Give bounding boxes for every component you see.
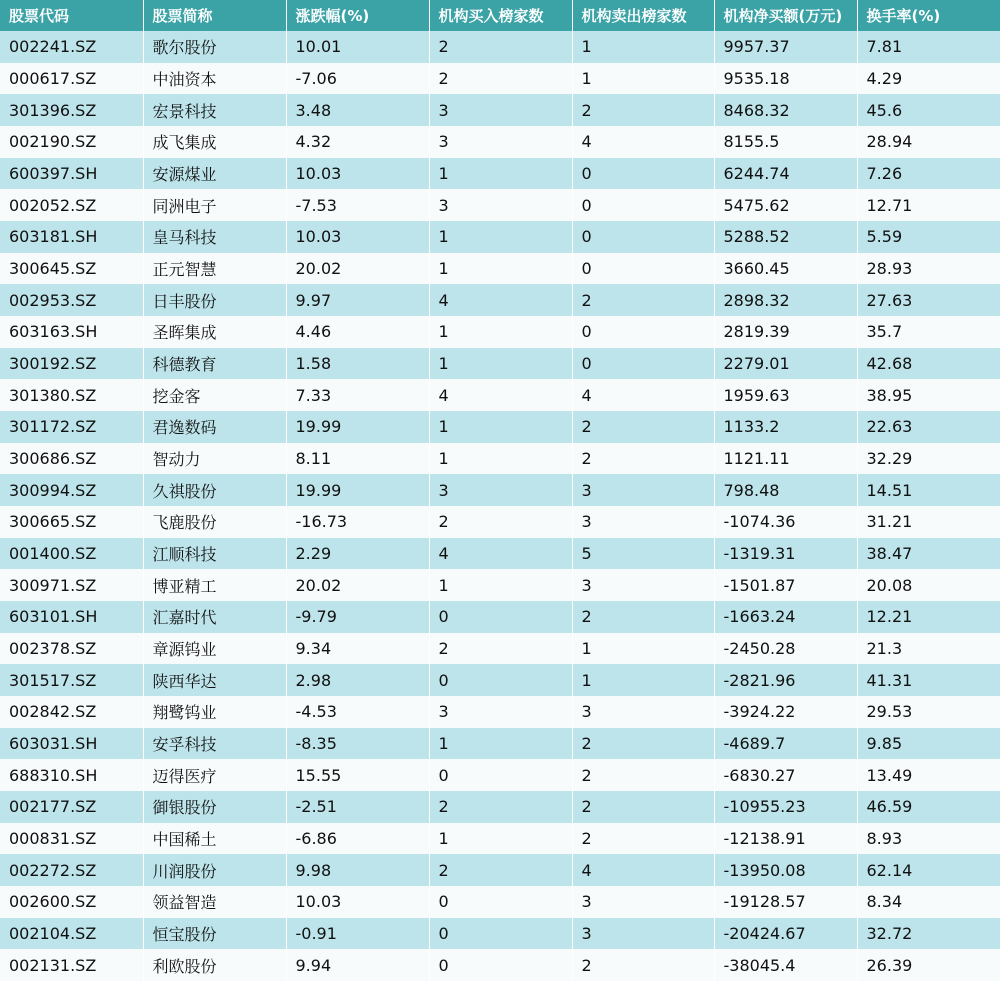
cell-change-pct: 15.55 bbox=[286, 759, 429, 791]
cell-stock-name: 博亚精工 bbox=[143, 569, 286, 601]
cell-inst-buy-count: 3 bbox=[429, 189, 572, 221]
cell-inst-buy-count: 1 bbox=[429, 316, 572, 348]
cell-inst-net-buy: 6244.74 bbox=[714, 158, 857, 190]
cell-inst-net-buy: -12138.91 bbox=[714, 823, 857, 855]
table-row[interactable] bbox=[0, 189, 1000, 221]
cell-inst-net-buy: 1121.11 bbox=[714, 443, 857, 475]
cell-stock-code: 002177.SZ bbox=[0, 791, 143, 823]
cell-inst-buy-count: 1 bbox=[429, 221, 572, 253]
table-row[interactable] bbox=[0, 918, 1000, 950]
cell-stock-code: 300686.SZ bbox=[0, 443, 143, 475]
table-row[interactable] bbox=[0, 253, 1000, 285]
header-change-pct[interactable]: 涨跌幅(%) bbox=[286, 0, 429, 31]
cell-change-pct: -16.73 bbox=[286, 506, 429, 538]
cell-inst-buy-count: 1 bbox=[429, 348, 572, 380]
cell-change-pct: 19.99 bbox=[286, 411, 429, 443]
cell-stock-name: 恒宝股份 bbox=[143, 918, 286, 950]
table-row[interactable] bbox=[0, 221, 1000, 253]
header-inst-buy-count[interactable]: 机构买入榜家数 bbox=[429, 0, 572, 31]
cell-inst-net-buy: -20424.67 bbox=[714, 918, 857, 950]
cell-inst-net-buy: 1959.63 bbox=[714, 379, 857, 411]
cell-stock-code: 603181.SH bbox=[0, 221, 143, 253]
cell-inst-net-buy: -1074.36 bbox=[714, 506, 857, 538]
table-row[interactable] bbox=[0, 31, 1000, 63]
cell-turnover-rate: 31.21 bbox=[857, 506, 1000, 538]
header-stock-code[interactable]: 股票代码 bbox=[0, 0, 143, 31]
cell-change-pct: -2.51 bbox=[286, 791, 429, 823]
cell-change-pct: 9.97 bbox=[286, 284, 429, 316]
cell-inst-sell-count: 2 bbox=[572, 791, 714, 823]
cell-turnover-rate: 38.47 bbox=[857, 538, 1000, 570]
cell-stock-code: 002104.SZ bbox=[0, 918, 143, 950]
cell-change-pct: -9.79 bbox=[286, 601, 429, 633]
cell-inst-net-buy: -19128.57 bbox=[714, 886, 857, 918]
cell-inst-net-buy: 798.48 bbox=[714, 474, 857, 506]
cell-stock-name: 正元智慧 bbox=[143, 253, 286, 285]
header-turnover-rate[interactable]: 换手率(%) bbox=[857, 0, 1000, 31]
cell-inst-sell-count: 5 bbox=[572, 538, 714, 570]
cell-change-pct: 4.32 bbox=[286, 126, 429, 158]
cell-stock-code: 001400.SZ bbox=[0, 538, 143, 570]
table-row[interactable] bbox=[0, 284, 1000, 316]
cell-change-pct: 19.99 bbox=[286, 474, 429, 506]
cell-inst-net-buy: -13950.08 bbox=[714, 854, 857, 886]
cell-change-pct: -4.53 bbox=[286, 696, 429, 728]
cell-change-pct: 2.29 bbox=[286, 538, 429, 570]
cell-inst-buy-count: 3 bbox=[429, 94, 572, 126]
cell-change-pct: -0.91 bbox=[286, 918, 429, 950]
cell-turnover-rate: 26.39 bbox=[857, 949, 1000, 981]
cell-inst-net-buy: 2279.01 bbox=[714, 348, 857, 380]
cell-change-pct: 8.11 bbox=[286, 443, 429, 475]
cell-stock-name: 陕西华达 bbox=[143, 664, 286, 696]
cell-stock-code: 300665.SZ bbox=[0, 506, 143, 538]
cell-stock-code: 002190.SZ bbox=[0, 126, 143, 158]
cell-stock-code: 002052.SZ bbox=[0, 189, 143, 221]
cell-inst-buy-count: 4 bbox=[429, 538, 572, 570]
cell-turnover-rate: 28.93 bbox=[857, 253, 1000, 285]
table-body bbox=[0, 31, 1000, 981]
cell-inst-sell-count: 1 bbox=[572, 664, 714, 696]
cell-inst-net-buy: -1501.87 bbox=[714, 569, 857, 601]
cell-stock-code: 300971.SZ bbox=[0, 569, 143, 601]
cell-change-pct: -8.35 bbox=[286, 728, 429, 760]
cell-turnover-rate: 14.51 bbox=[857, 474, 1000, 506]
cell-stock-code: 301517.SZ bbox=[0, 664, 143, 696]
cell-turnover-rate: 42.68 bbox=[857, 348, 1000, 380]
table-row[interactable] bbox=[0, 158, 1000, 190]
cell-inst-net-buy: 1133.2 bbox=[714, 411, 857, 443]
table-row[interactable] bbox=[0, 823, 1000, 855]
cell-stock-name: 利欧股份 bbox=[143, 949, 286, 981]
cell-change-pct: 1.58 bbox=[286, 348, 429, 380]
cell-turnover-rate: 4.29 bbox=[857, 63, 1000, 95]
table-header bbox=[0, 0, 1000, 31]
table-row[interactable] bbox=[0, 696, 1000, 728]
cell-inst-buy-count: 2 bbox=[429, 31, 572, 63]
cell-inst-buy-count: 0 bbox=[429, 918, 572, 950]
cell-inst-sell-count: 2 bbox=[572, 601, 714, 633]
cell-stock-code: 002241.SZ bbox=[0, 31, 143, 63]
table-row[interactable] bbox=[0, 569, 1000, 601]
cell-inst-net-buy: -38045.4 bbox=[714, 949, 857, 981]
cell-inst-sell-count: 4 bbox=[572, 379, 714, 411]
cell-change-pct: 20.02 bbox=[286, 253, 429, 285]
cell-turnover-rate: 46.59 bbox=[857, 791, 1000, 823]
cell-inst-sell-count: 3 bbox=[572, 569, 714, 601]
cell-stock-name: 中国稀土 bbox=[143, 823, 286, 855]
cell-inst-net-buy: -1319.31 bbox=[714, 538, 857, 570]
cell-change-pct: 10.03 bbox=[286, 886, 429, 918]
cell-inst-buy-count: 1 bbox=[429, 443, 572, 475]
cell-inst-net-buy: -10955.23 bbox=[714, 791, 857, 823]
cell-stock-name: 久祺股份 bbox=[143, 474, 286, 506]
cell-inst-sell-count: 2 bbox=[572, 284, 714, 316]
cell-inst-net-buy: 2819.39 bbox=[714, 316, 857, 348]
cell-change-pct: 10.03 bbox=[286, 221, 429, 253]
cell-inst-sell-count: 4 bbox=[572, 854, 714, 886]
cell-turnover-rate: 62.14 bbox=[857, 854, 1000, 886]
cell-inst-buy-count: 2 bbox=[429, 633, 572, 665]
cell-inst-sell-count: 3 bbox=[572, 474, 714, 506]
cell-stock-name: 安孚科技 bbox=[143, 728, 286, 760]
cell-inst-sell-count: 0 bbox=[572, 158, 714, 190]
cell-turnover-rate: 22.63 bbox=[857, 411, 1000, 443]
cell-inst-net-buy: -2450.28 bbox=[714, 633, 857, 665]
cell-change-pct: 9.94 bbox=[286, 949, 429, 981]
cell-stock-code: 603163.SH bbox=[0, 316, 143, 348]
table-row[interactable] bbox=[0, 474, 1000, 506]
table-row[interactable] bbox=[0, 348, 1000, 380]
cell-inst-buy-count: 1 bbox=[429, 253, 572, 285]
cell-inst-buy-count: 0 bbox=[429, 949, 572, 981]
cell-change-pct: 3.48 bbox=[286, 94, 429, 126]
table-row[interactable] bbox=[0, 379, 1000, 411]
cell-change-pct: 2.98 bbox=[286, 664, 429, 696]
cell-stock-name: 挖金客 bbox=[143, 379, 286, 411]
cell-inst-buy-count: 3 bbox=[429, 126, 572, 158]
cell-change-pct: 20.02 bbox=[286, 569, 429, 601]
cell-stock-name: 领益智造 bbox=[143, 886, 286, 918]
cell-inst-net-buy: 8155.5 bbox=[714, 126, 857, 158]
cell-stock-name: 圣晖集成 bbox=[143, 316, 286, 348]
cell-change-pct: 9.98 bbox=[286, 854, 429, 886]
cell-change-pct: 9.34 bbox=[286, 633, 429, 665]
cell-stock-name: 安源煤业 bbox=[143, 158, 286, 190]
cell-inst-net-buy: 5475.62 bbox=[714, 189, 857, 221]
cell-turnover-rate: 20.08 bbox=[857, 569, 1000, 601]
cell-inst-net-buy: -1663.24 bbox=[714, 601, 857, 633]
cell-inst-sell-count: 0 bbox=[572, 221, 714, 253]
table-row[interactable] bbox=[0, 94, 1000, 126]
cell-turnover-rate: 5.59 bbox=[857, 221, 1000, 253]
cell-inst-sell-count: 3 bbox=[572, 886, 714, 918]
cell-inst-buy-count: 2 bbox=[429, 791, 572, 823]
cell-stock-code: 603101.SH bbox=[0, 601, 143, 633]
cell-inst-sell-count: 2 bbox=[572, 94, 714, 126]
table-row[interactable] bbox=[0, 411, 1000, 443]
table-row[interactable] bbox=[0, 126, 1000, 158]
cell-stock-code: 300192.SZ bbox=[0, 348, 143, 380]
cell-stock-name: 飞鹿股份 bbox=[143, 506, 286, 538]
table-row[interactable] bbox=[0, 728, 1000, 760]
cell-inst-buy-count: 0 bbox=[429, 759, 572, 791]
cell-turnover-rate: 9.85 bbox=[857, 728, 1000, 760]
cell-inst-buy-count: 1 bbox=[429, 411, 572, 443]
cell-turnover-rate: 28.94 bbox=[857, 126, 1000, 158]
cell-change-pct: 7.33 bbox=[286, 379, 429, 411]
cell-turnover-rate: 27.63 bbox=[857, 284, 1000, 316]
cell-inst-sell-count: 3 bbox=[572, 696, 714, 728]
cell-turnover-rate: 8.93 bbox=[857, 823, 1000, 855]
cell-inst-buy-count: 0 bbox=[429, 601, 572, 633]
cell-stock-code: 301380.SZ bbox=[0, 379, 143, 411]
cell-turnover-rate: 13.49 bbox=[857, 759, 1000, 791]
cell-inst-sell-count: 1 bbox=[572, 633, 714, 665]
table-row[interactable] bbox=[0, 633, 1000, 665]
cell-turnover-rate: 8.34 bbox=[857, 886, 1000, 918]
cell-stock-name: 川润股份 bbox=[143, 854, 286, 886]
table-row[interactable] bbox=[0, 506, 1000, 538]
cell-inst-net-buy: -4689.7 bbox=[714, 728, 857, 760]
table-row[interactable] bbox=[0, 443, 1000, 475]
cell-inst-sell-count: 2 bbox=[572, 949, 714, 981]
cell-inst-net-buy: 9957.37 bbox=[714, 31, 857, 63]
table-row[interactable] bbox=[0, 949, 1000, 981]
cell-inst-sell-count: 1 bbox=[572, 31, 714, 63]
cell-stock-code: 002378.SZ bbox=[0, 633, 143, 665]
cell-inst-net-buy: 9535.18 bbox=[714, 63, 857, 95]
cell-change-pct: -7.53 bbox=[286, 189, 429, 221]
cell-stock-name: 章源钨业 bbox=[143, 633, 286, 665]
table-row[interactable] bbox=[0, 791, 1000, 823]
cell-stock-name: 歌尔股份 bbox=[143, 31, 286, 63]
cell-stock-code: 002842.SZ bbox=[0, 696, 143, 728]
table-row[interactable] bbox=[0, 854, 1000, 886]
cell-inst-buy-count: 2 bbox=[429, 506, 572, 538]
header-inst-net-buy[interactable]: 机构净买额(万元) bbox=[714, 0, 857, 31]
cell-inst-sell-count: 0 bbox=[572, 189, 714, 221]
cell-turnover-rate: 29.53 bbox=[857, 696, 1000, 728]
header-inst-sell-count[interactable]: 机构卖出榜家数 bbox=[572, 0, 714, 31]
cell-turnover-rate: 32.29 bbox=[857, 443, 1000, 475]
cell-inst-sell-count: 2 bbox=[572, 443, 714, 475]
cell-inst-net-buy: -6830.27 bbox=[714, 759, 857, 791]
cell-stock-name: 日丰股份 bbox=[143, 284, 286, 316]
cell-inst-sell-count: 4 bbox=[572, 126, 714, 158]
table-row[interactable] bbox=[0, 601, 1000, 633]
cell-change-pct: 4.46 bbox=[286, 316, 429, 348]
table-row[interactable] bbox=[0, 63, 1000, 95]
table-row[interactable] bbox=[0, 759, 1000, 791]
cell-stock-name: 皇马科技 bbox=[143, 221, 286, 253]
cell-inst-net-buy: 3660.45 bbox=[714, 253, 857, 285]
cell-inst-sell-count: 2 bbox=[572, 411, 714, 443]
cell-stock-code: 301172.SZ bbox=[0, 411, 143, 443]
cell-stock-name: 江顺科技 bbox=[143, 538, 286, 570]
cell-inst-sell-count: 2 bbox=[572, 728, 714, 760]
cell-inst-buy-count: 3 bbox=[429, 696, 572, 728]
cell-stock-code: 301396.SZ bbox=[0, 94, 143, 126]
cell-stock-name: 迈得医疗 bbox=[143, 759, 286, 791]
cell-inst-buy-count: 1 bbox=[429, 823, 572, 855]
cell-stock-code: 000617.SZ bbox=[0, 63, 143, 95]
cell-change-pct: 10.01 bbox=[286, 31, 429, 63]
cell-turnover-rate: 38.95 bbox=[857, 379, 1000, 411]
cell-stock-name: 翔鹭钨业 bbox=[143, 696, 286, 728]
cell-inst-buy-count: 2 bbox=[429, 854, 572, 886]
cell-stock-name: 汇嘉时代 bbox=[143, 601, 286, 633]
cell-stock-name: 中油资本 bbox=[143, 63, 286, 95]
cell-turnover-rate: 45.6 bbox=[857, 94, 1000, 126]
table-row[interactable] bbox=[0, 316, 1000, 348]
header-stock-name[interactable]: 股票简称 bbox=[143, 0, 286, 31]
cell-turnover-rate: 32.72 bbox=[857, 918, 1000, 950]
cell-stock-name: 成飞集成 bbox=[143, 126, 286, 158]
cell-inst-buy-count: 1 bbox=[429, 728, 572, 760]
cell-change-pct: -7.06 bbox=[286, 63, 429, 95]
table-row[interactable] bbox=[0, 664, 1000, 696]
cell-stock-code: 002953.SZ bbox=[0, 284, 143, 316]
cell-turnover-rate: 35.7 bbox=[857, 316, 1000, 348]
cell-stock-code: 300994.SZ bbox=[0, 474, 143, 506]
cell-inst-net-buy: 5288.52 bbox=[714, 221, 857, 253]
cell-turnover-rate: 12.71 bbox=[857, 189, 1000, 221]
cell-inst-buy-count: 0 bbox=[429, 664, 572, 696]
cell-stock-code: 600397.SH bbox=[0, 158, 143, 190]
cell-inst-net-buy: 2898.32 bbox=[714, 284, 857, 316]
cell-stock-code: 688310.SH bbox=[0, 759, 143, 791]
cell-change-pct: 10.03 bbox=[286, 158, 429, 190]
cell-inst-sell-count: 2 bbox=[572, 759, 714, 791]
cell-inst-buy-count: 0 bbox=[429, 886, 572, 918]
cell-inst-sell-count: 3 bbox=[572, 506, 714, 538]
cell-change-pct: -6.86 bbox=[286, 823, 429, 855]
cell-stock-code: 000831.SZ bbox=[0, 823, 143, 855]
cell-inst-buy-count: 4 bbox=[429, 284, 572, 316]
cell-stock-name: 同洲电子 bbox=[143, 189, 286, 221]
cell-turnover-rate: 7.26 bbox=[857, 158, 1000, 190]
cell-inst-sell-count: 3 bbox=[572, 918, 714, 950]
cell-inst-buy-count: 2 bbox=[429, 63, 572, 95]
cell-stock-code: 002272.SZ bbox=[0, 854, 143, 886]
cell-inst-sell-count: 0 bbox=[572, 253, 714, 285]
cell-stock-name: 智动力 bbox=[143, 443, 286, 475]
cell-turnover-rate: 7.81 bbox=[857, 31, 1000, 63]
cell-inst-sell-count: 0 bbox=[572, 348, 714, 380]
table-row[interactable] bbox=[0, 886, 1000, 918]
cell-inst-net-buy: 8468.32 bbox=[714, 94, 857, 126]
cell-inst-buy-count: 4 bbox=[429, 379, 572, 411]
cell-stock-name: 御银股份 bbox=[143, 791, 286, 823]
cell-stock-name: 科德教育 bbox=[143, 348, 286, 380]
cell-turnover-rate: 41.31 bbox=[857, 664, 1000, 696]
cell-stock-code: 300645.SZ bbox=[0, 253, 143, 285]
cell-stock-code: 002131.SZ bbox=[0, 949, 143, 981]
cell-stock-name: 宏景科技 bbox=[143, 94, 286, 126]
cell-stock-code: 002600.SZ bbox=[0, 886, 143, 918]
cell-inst-buy-count: 1 bbox=[429, 569, 572, 601]
cell-inst-sell-count: 0 bbox=[572, 316, 714, 348]
cell-inst-buy-count: 3 bbox=[429, 474, 572, 506]
cell-inst-net-buy: -3924.22 bbox=[714, 696, 857, 728]
table-row[interactable] bbox=[0, 538, 1000, 570]
cell-stock-code: 603031.SH bbox=[0, 728, 143, 760]
cell-inst-buy-count: 1 bbox=[429, 158, 572, 190]
header-row bbox=[0, 0, 1000, 31]
cell-turnover-rate: 12.21 bbox=[857, 601, 1000, 633]
cell-inst-sell-count: 2 bbox=[572, 823, 714, 855]
cell-inst-sell-count: 1 bbox=[572, 63, 714, 95]
cell-inst-net-buy: -2821.96 bbox=[714, 664, 857, 696]
cell-stock-name: 君逸数码 bbox=[143, 411, 286, 443]
cell-turnover-rate: 21.3 bbox=[857, 633, 1000, 665]
